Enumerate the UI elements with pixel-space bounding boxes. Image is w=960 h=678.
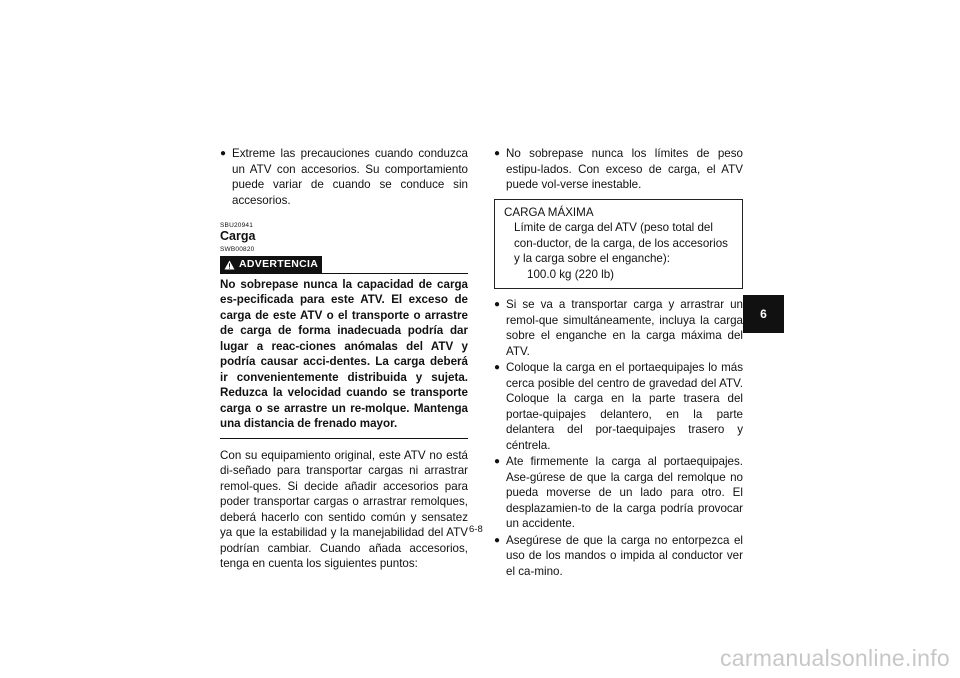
list-item: ● Ate firmemente la carga al portaequipajes. Ase-gúrese de que la carga del remolque no pueda moverse de un lado para otro. El desplazamien-to de la carga podría provocar un accidente. xyxy=(494,455,743,530)
bullet-icon: ● xyxy=(494,299,501,310)
section-code: SBU20941 xyxy=(220,222,254,229)
warning-text: No sobrepase nunca la capacidad de carga es-pecificada para este ATV. El exceso de carga de este ATV o el transporte o arrastre de carga de forma inadecuada podría dar lugar a reac-ciones anómalas del ATV y podría causar acci-dentes. La carga deberá ir convenientemente distribuida y sujeta. Reduzca la velocidad cuando se transporte carga o se arrastre un re-molque. Mantenga una distancia de frenado mayor. xyxy=(220,277,468,430)
right-column xyxy=(494,146,743,580)
bullet-icon: ● xyxy=(494,456,501,467)
box-description: Límite de carga del ATV (peso total del con-ductor, de la carga, de los accesorios y la carga sobre el enganche): xyxy=(514,221,728,265)
section-title: Carga xyxy=(220,229,256,243)
warning-badge xyxy=(220,256,322,274)
list-item: ● Si se va a transportar carga y arrastrar un remol-que simultáneamente, incluya la carga sobre el enganche en la carga máxima del ATV. xyxy=(494,298,743,358)
warning-code: SWB00820 xyxy=(220,246,255,253)
list-item: ● Extreme las precauciones cuando conduzca un ATV con accesorios. Su comportamiento puede variar de cuando se conduce sin accesorios. xyxy=(220,147,468,207)
divider xyxy=(322,273,468,274)
divider xyxy=(220,438,468,439)
body-paragraph: Con su equipamiento original, este ATV no está di-señado para transportar cargas ni arrastrar remol-ques. Si decide añadir accesorios para poder transportar cargas o arrastrar remolques, deberá hacerlo con sentido común y sensatez ya que la estabilidad y la manejabilidad del ATV podrían cambiar. Cuando añada accesorios, tenga en cuenta los siguientes puntos: xyxy=(220,448,468,570)
bullet-icon: ● xyxy=(494,362,501,373)
box-value: 100.0 kg (220 lb) xyxy=(527,267,615,281)
bullet-icon: ● xyxy=(494,534,501,546)
bullet-icon: ● xyxy=(220,148,227,159)
bullet-icon: ● xyxy=(494,148,501,159)
page-number: 6-8 xyxy=(469,524,483,535)
list-item: ● Coloque la carga en el portaequipajes lo más cerca posible del centro de gravedad del ATV. Coloque la carga en la parte trasera del portae-quipajes delantero, en la parte delantera del por-taequipajes trasero y céntrela. xyxy=(494,361,743,452)
warning-label: ADVERTENCIA xyxy=(239,258,319,270)
chapter-tab: 6 xyxy=(743,295,784,333)
box-title: CARGA MÁXIMA xyxy=(504,205,594,219)
list-item: ● No sobrepase nunca los límites de peso estipu-lados. Con exceso de carga, el ATV puede vol-verse inestable. xyxy=(494,147,743,191)
warning-header xyxy=(220,256,468,274)
list-item: ● Asegúrese de que la carga no entorpezca el uso de los mandos o impida al conductor ver el ca-mino. xyxy=(494,533,743,578)
warning-triangle-icon xyxy=(224,260,235,270)
watermark: carmanualsonline.info xyxy=(719,645,950,671)
max-load-box xyxy=(494,199,743,290)
left-column xyxy=(220,146,468,572)
